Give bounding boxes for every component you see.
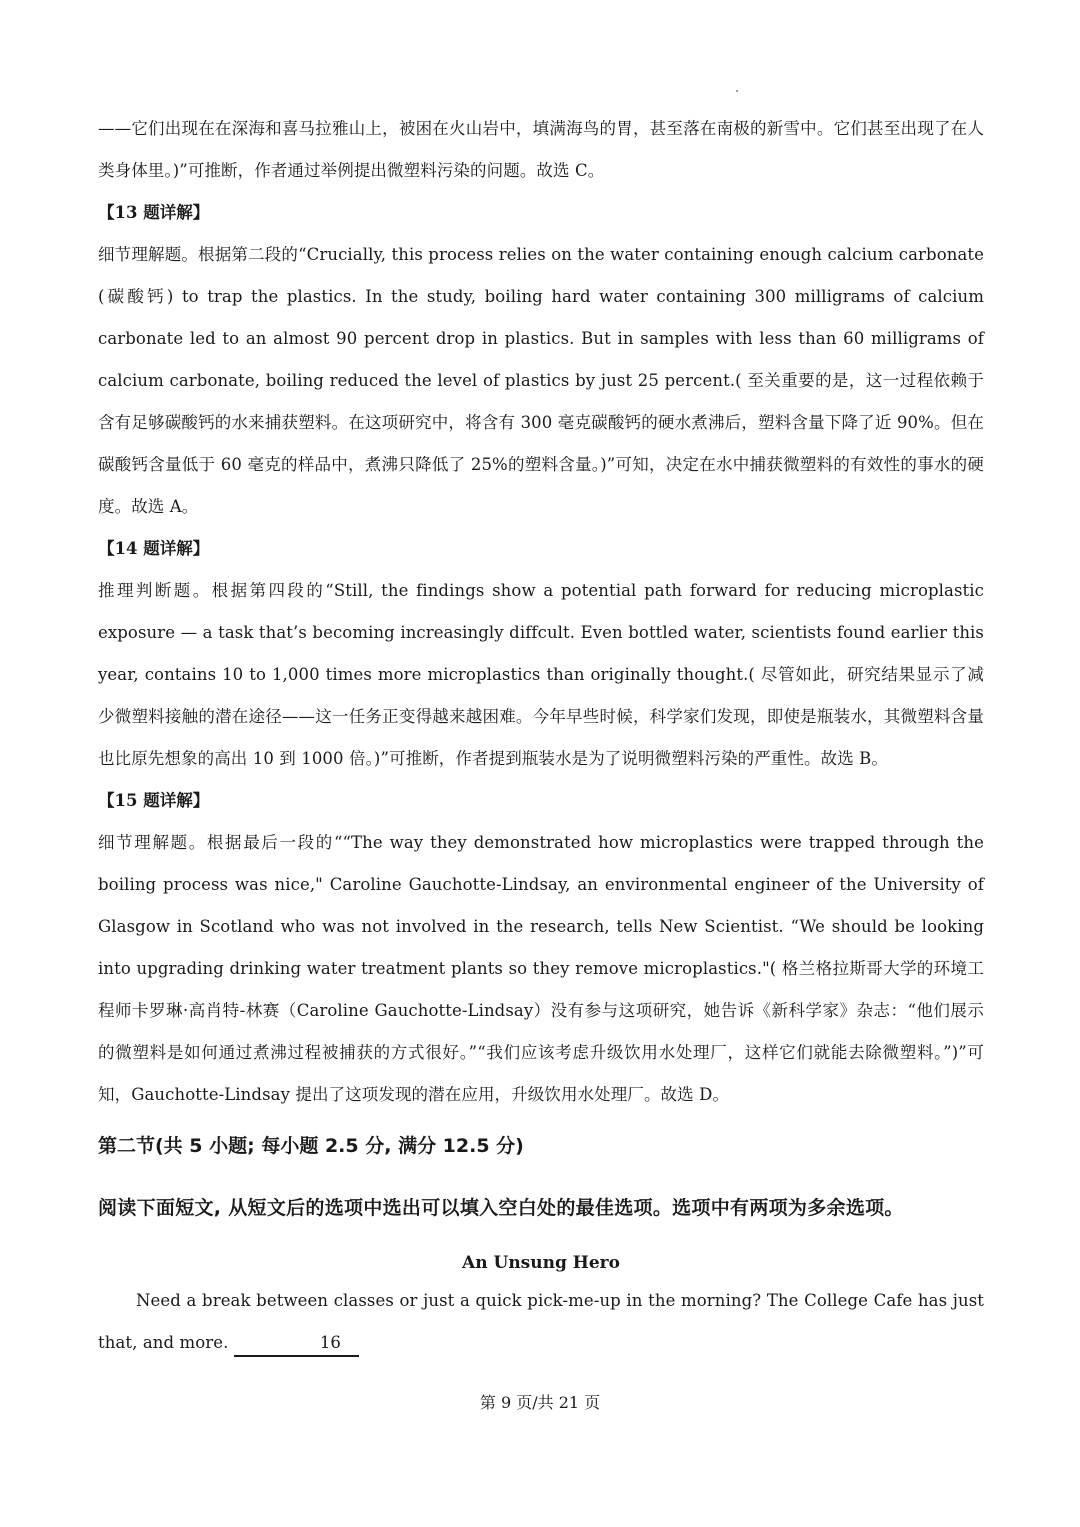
heading-14: 【14 题详解】 xyxy=(98,539,210,558)
heading-15: 【15 题详解】 xyxy=(98,791,210,810)
heading-13: 【13 题详解】 xyxy=(98,203,210,222)
section-instruction: 阅读下面短文, 从短文后的选项中选出可以填入空白处的最佳选项。选项中有两项为多余选项。 xyxy=(98,1197,904,1219)
blank-number: 16 xyxy=(319,1333,342,1352)
passage-first-paragraph xyxy=(98,1280,984,1364)
page-footer: 第 9 页/共 21 页 xyxy=(479,1393,601,1412)
passage-text: Need a break between classes or just a quick pick-me-up in the morning? The College Cafe has just that, and more. xyxy=(98,1291,984,1352)
blank-16 xyxy=(234,1331,359,1357)
document-body xyxy=(98,108,984,1364)
answer-14: 推理判断题。根据第四段的“Still, the findings show a potential path forward for reducing microplastic exposure — a task that’s becoming increasingly diffcult. Even bottled water, scientists found earlier this year, contains 10 to 1,000 times more microplastics than originally thought.( 尽管如此，研究结果显示了减少微塑料接触的潜在途径——这一任务正变得越来越困难。今年早些时候，科学家们发现，即使是瓶装水，其微塑料含量也比原先想象的高出 10 到 1000 倍。)”可推断，作者提到瓶装水是为了说明微塑料污染的严重性。故选 B。 xyxy=(98,581,984,768)
section-title: 第二节(共 5 小题; 每小题 2.5 分, 满分 12.5 分) xyxy=(98,1135,524,1157)
passage-title: An Unsung Hero xyxy=(462,1253,620,1273)
answer-13: 细节理解题。根据第二段的“Crucially, this process relies on the water containing enough calcium carbonate (碳酸钙) to trap the plastics. In the study, boiling hard water containing 300 milligrams of calcium carbonate led to an almost 90 percent drop in plastics. But in samples with less than 60 milligrams of calcium carbonate, boiling reduced the level of plastics by just 25 percent.( 至关重要的是，这一过程依赖于含有足够碳酸钙的水来捕获塑料。在这项研究中，将含有 300 毫克碳酸钙的硬水煮沸后，塑料含量下降了近 90%。但在碳酸钙含量低于 60 毫克的样品中，煮沸只降低了 25%的塑料含量。)”可知，决定在水中捕获微塑料的有效性的事水的硬度。故选 A。 xyxy=(98,245,984,516)
answer-15: 细节理解题。根据最后一段的““The way they demonstrated how microplastics were trapped through the boiling process was nice," Caroline Gauchotte-Lindsay, an environmental engineer of the University of Glasgow in Scotland who was not involved in the research, tells New Scientist. “We should be looking into upgrading drinking water treatment plants so they remove microplastics."( 格兰格拉斯哥大学的环境工程师卡罗琳·高肖特-林赛（Caroline Gauchotte-Lindsay）没有参与这项研究，她告诉《新科学家》杂志：“他们展示的微塑料是如何通过煮沸过程被捕获的方式很好。”“我们应该考虑升级饮用水处理厂，这样它们就能去除微塑料。”)”可知，Gauchotte-Lindsay 提出了这项发现的潜在应用，升级饮用水处理厂。故选 D。 xyxy=(98,833,984,1104)
scan-speck xyxy=(736,90,738,92)
answer-12-tail: ——它们出现在在深海和喜马拉雅山上，被困在火山岩中，填满海鸟的胃，甚至落在南极的新雪中。它们甚至出现了在人类身体里。)”可推断，作者通过举例提出微塑料污染的问题。故选 C。 xyxy=(98,119,984,180)
